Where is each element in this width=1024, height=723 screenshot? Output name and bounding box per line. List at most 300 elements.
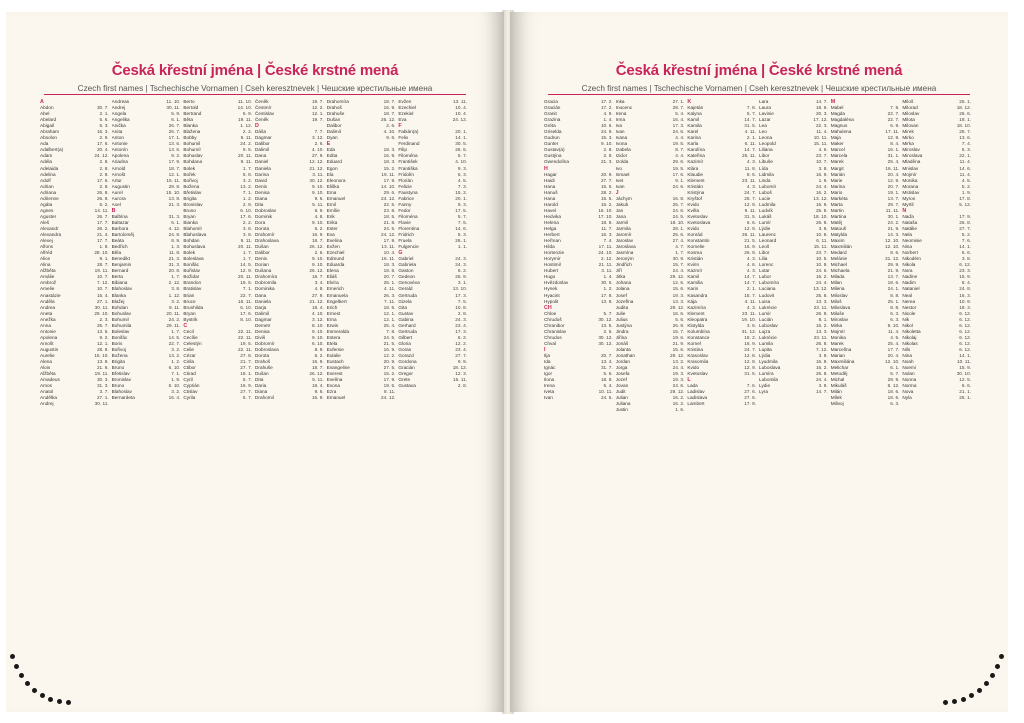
name-label: Bonifác — [183, 262, 199, 268]
name-day-date: 21. 12. — [309, 165, 324, 171]
name-day-date: 10. 4. — [383, 250, 396, 256]
name-label: Dorota — [255, 352, 270, 358]
right-page — [510, 12, 1008, 712]
name-label: Ivana — [615, 135, 628, 141]
name-label: Lydie — [759, 383, 771, 389]
decorative-dot — [961, 697, 966, 702]
name-day-date: 29. 12. — [670, 274, 685, 280]
name-label: Bohdana — [183, 159, 203, 165]
name-day-date: 5. 4. — [675, 111, 685, 117]
name-label: Mirka — [902, 141, 914, 147]
name-day-date: 16. 11. — [381, 256, 396, 262]
name-day-date: 20. 11. — [238, 244, 253, 250]
name-label: Gita — [398, 304, 407, 310]
name-day-date: 17. 9. — [383, 177, 396, 183]
name-label: Gustav — [398, 310, 414, 316]
name-day-date: 26. 5. — [455, 147, 468, 153]
name-day-date: 20. 1. — [455, 195, 468, 201]
name-label: Elena — [326, 268, 339, 274]
name-label: Jitka — [615, 274, 626, 280]
name-day-date: 29. 6. — [672, 159, 685, 165]
name-day-date: 30. 10. — [956, 371, 972, 377]
name-day-date: 3. 2. — [171, 298, 181, 304]
decorative-dot — [969, 693, 974, 698]
name-label: Luboslava — [759, 365, 781, 371]
name-day-date: 15. 10. — [94, 352, 109, 358]
name-day-date: 24. 6. — [815, 268, 828, 274]
name-day-date: 24. 8. — [168, 232, 181, 238]
name-label: Blahoslav — [111, 389, 132, 395]
name-label: Dušan — [255, 244, 269, 250]
name-label: Bruno — [111, 383, 125, 389]
name-label: Gordona — [398, 359, 417, 365]
name-day-date: 11. 10. — [238, 99, 253, 104]
name-day-date: 18. 1. — [240, 371, 253, 377]
names-column — [687, 99, 759, 662]
name-label: Anička — [111, 123, 126, 129]
name-label: Igor — [544, 371, 553, 377]
decorative-dot — [999, 654, 1004, 659]
name-day-date: 21. 9. — [887, 268, 900, 274]
names-column — [616, 99, 688, 662]
name-day-date: 19. 10. — [741, 316, 757, 322]
name-label: Bořivoj — [183, 177, 198, 183]
name-label: Dagmar — [255, 316, 272, 322]
name-label: Amadeus — [40, 377, 60, 383]
name-label: Denisa — [255, 328, 270, 334]
name-day-date: 9. 11. — [240, 238, 253, 244]
name-day-date: 21. 3. — [168, 201, 181, 207]
name-day-date: 4. 8. — [314, 286, 324, 292]
name-label: Eulalie — [326, 352, 341, 358]
name-day-date: 5. 3. — [99, 123, 109, 129]
name-day-date: 15. 11. — [813, 141, 828, 147]
name-day-date: 2. 8. — [603, 147, 613, 153]
name-label: Abigail — [40, 123, 55, 129]
name-day-date: 1. 2. — [171, 359, 181, 365]
name-label: Magdaléna — [830, 117, 854, 123]
name-label: Cecílie — [183, 334, 198, 340]
name-label: Milada — [830, 274, 845, 280]
name-day-date: 17. 9. — [383, 377, 396, 383]
name-label: Alfréd — [40, 250, 53, 256]
name-label: Kvetoslav — [687, 213, 708, 219]
name-day-date: 13. 8. — [96, 359, 109, 365]
name-day-date: 2. 6. — [603, 328, 613, 334]
name-label: Konstance — [687, 334, 710, 340]
name-day-date: 18. 12. — [956, 105, 972, 111]
name-day-date: 19. 7. — [311, 117, 324, 123]
letter-heading: G — [398, 250, 403, 257]
name-label: Karolína — [687, 147, 705, 153]
name-label: Josef — [615, 292, 627, 298]
name-day-date: 26. 12. — [309, 268, 324, 274]
letter-heading: N — [902, 207, 907, 214]
name-day-date: 9. 6. — [314, 389, 324, 395]
name-label: Čeněk — [255, 117, 269, 123]
name-day-date: 27. 1. — [672, 99, 685, 104]
name-label: Ivan — [544, 395, 553, 401]
name-day-date: 17. 7. — [887, 346, 900, 352]
name-day-date: 22. 7. — [887, 111, 900, 117]
name-label: Monika — [830, 334, 846, 340]
name-day-date: 15. 9. — [959, 274, 972, 280]
name-label: Maker — [830, 141, 844, 147]
name-label: Dana — [255, 292, 267, 298]
name-day-date: 15. 10. — [166, 189, 181, 195]
name-day-date: 7. 3. — [457, 183, 468, 189]
name-label: Marina — [830, 183, 846, 189]
name-day-date: 10. 4. — [455, 111, 468, 117]
name-day-date: 26. 7. — [168, 129, 181, 135]
name-day-date: 24. 4. — [815, 377, 828, 383]
name-label: Magnus — [830, 123, 848, 129]
name-label: Marian — [830, 352, 846, 358]
name-label: Absolon — [40, 135, 57, 141]
name-label: Alena — [40, 359, 52, 365]
name-label: Jovan — [615, 383, 629, 389]
corner-dots-decoration — [938, 646, 1008, 706]
name-label: Gregor — [398, 371, 413, 377]
name-label: Gerhard — [398, 322, 416, 328]
name-day-date: 21. 1. — [959, 389, 972, 395]
name-label: Adam — [40, 153, 53, 159]
name-label: Evona — [326, 383, 340, 389]
name-label: Andrej — [111, 105, 126, 111]
name-day-date: 3. 8. — [818, 383, 828, 389]
corner-dots-decoration — [6, 646, 76, 706]
name-label: Bolek — [183, 165, 196, 171]
name-day-date: 9. 5. — [242, 147, 253, 153]
name-day-date: 7. 6. — [961, 238, 972, 244]
name-day-date: 8. 10. — [240, 316, 253, 322]
name-day-date: 17. 11. — [885, 129, 900, 135]
name-label: Maxim — [830, 238, 845, 244]
name-day-date: 1. 9. — [818, 177, 828, 183]
name-label: Anděla — [40, 298, 55, 304]
name-label: Ludovit — [759, 292, 775, 298]
name-day-date: 24. 4. — [815, 183, 828, 189]
name-entry — [831, 401, 900, 407]
name-label: Bertrand — [183, 111, 202, 117]
name-label: Lubor — [759, 274, 772, 280]
name-day-date: 10. 8. — [455, 304, 468, 310]
name-label: Amálie — [40, 274, 55, 280]
name-day-date: 5. 7. — [457, 213, 468, 219]
name-day-date: 21. 3. — [600, 159, 613, 165]
name-day-date: 14. 7. — [744, 147, 757, 153]
name-day-date: 16. 9. — [383, 346, 396, 352]
name-day-date: 16. 9. — [744, 244, 757, 250]
name-day-date: 9. 10. — [311, 219, 324, 225]
name-label: Abelard — [40, 117, 57, 123]
name-label: Ada — [40, 141, 49, 147]
name-label: Dita — [255, 377, 264, 383]
name-day-date: 13. 5. — [600, 322, 613, 328]
name-label: Karla — [687, 141, 699, 147]
name-day-date: 10. 6. — [600, 123, 613, 129]
name-day-date: 28. 1. — [672, 225, 685, 231]
page-subtitle: Czech first names | Tschechische Vornamen | Cseh keresztnevek | Чешские крестильные имена — [581, 84, 937, 93]
name-day-date: 7. 5. — [457, 219, 468, 225]
name-day-date: 6. 12. — [887, 383, 900, 389]
name-label: Kája — [687, 298, 697, 304]
name-day-date: 6. 10. — [311, 340, 324, 346]
name-label: Miroslav — [902, 147, 920, 153]
name-day-date: 31. 1. — [887, 153, 900, 159]
name-label: Bobby — [183, 135, 197, 141]
name-day-date: 3. 8. — [171, 286, 181, 292]
name-label: Dalimil — [255, 310, 270, 316]
name-label: Gwendolína — [544, 159, 570, 165]
name-day-date: 5. 8. — [242, 171, 253, 177]
name-day-date: 20. 8. — [168, 268, 181, 274]
name-day-date: 17. 10. — [598, 213, 613, 219]
name-label: Etela — [326, 340, 338, 346]
name-label: Hynek — [544, 286, 558, 292]
name-day-date: 15. 2. — [383, 165, 396, 171]
name-label: Jindra — [615, 328, 629, 334]
name-label: Dana — [255, 153, 267, 159]
name-label: Kristýna — [687, 189, 705, 195]
name-label: Horymír — [544, 256, 561, 262]
name-label: Adriana — [40, 189, 57, 195]
name-label: Chrudos — [544, 334, 562, 340]
name-day-date: 8. 6. — [890, 250, 900, 256]
name-day-date: 15. 2. — [600, 201, 613, 207]
name-day-date: 2. 8. — [99, 159, 109, 165]
name-label: Jáchym — [615, 195, 632, 201]
name-day-date: 13. 3. — [672, 298, 685, 304]
name-label: Milorad — [902, 105, 918, 111]
name-label: Ludvík — [759, 207, 773, 213]
name-day-date: 23. 7. — [815, 153, 828, 159]
name-label: Medard — [830, 250, 847, 256]
name-day-date: 15. 7. — [672, 328, 685, 334]
name-day-date: 9. 11. — [168, 304, 181, 310]
name-day-date: 19. 5. — [240, 340, 253, 346]
name-day-date: 4. 11. — [744, 298, 757, 304]
name-label: Bernard — [111, 268, 129, 274]
name-day-date: 25. 1. — [383, 280, 396, 286]
name-label: Ariadna — [111, 159, 128, 165]
name-label: Bohuslava — [183, 244, 206, 250]
name-day-date: 6. 3. — [961, 147, 972, 153]
name-label: Bohumil — [183, 141, 201, 147]
name-label: Jarmila — [615, 225, 631, 231]
name-day-date: 16. 8. — [672, 195, 685, 201]
name-day-date: 8. 4. — [961, 280, 972, 286]
name-label: Blažena — [183, 129, 201, 135]
name-day-date: 10. 4. — [455, 105, 468, 111]
name-label: Alfons — [40, 244, 54, 250]
name-label: Eduarda — [326, 262, 345, 268]
name-label: Abraham — [40, 129, 60, 135]
name-label: Neal — [902, 292, 912, 298]
name-label: Lýdia — [759, 352, 771, 358]
name-day-date: 19. 3. — [672, 371, 685, 377]
name-day-date: 17. 9. — [959, 213, 972, 219]
name-label: Jozefína — [615, 298, 634, 304]
name-day-date: 11. 10. — [166, 99, 181, 104]
name-day-date: 14. 6. — [455, 225, 468, 231]
name-label: Leonard — [759, 238, 777, 244]
name-day-date: 24. 2. — [168, 316, 181, 322]
name-day-date: 17. 7. — [96, 219, 109, 225]
name-day-date: 24. 6. — [672, 383, 685, 389]
name-day-date: 26. 8. — [815, 371, 828, 377]
name-label: Goran — [398, 346, 412, 352]
name-day-date: 16. 2. — [672, 395, 685, 401]
name-label: Filip — [398, 147, 407, 153]
name-day-date: 6. 6. — [961, 250, 972, 256]
name-label: Lukáš — [759, 213, 772, 219]
name-day-date: 9. 10. — [311, 262, 324, 268]
name-label: Matouš — [830, 225, 847, 231]
name-label: Irena — [615, 111, 627, 117]
name-day-date: 2. 1. — [99, 111, 109, 117]
name-label: Izabela — [615, 147, 631, 153]
name-label: Gloria — [398, 340, 411, 346]
name-label: Klement — [687, 310, 705, 316]
name-entry — [687, 401, 756, 407]
name-day-date: 7. 11. — [383, 298, 396, 304]
name-day-date: 6. 12. — [959, 322, 972, 328]
name-label: Drahomil — [255, 395, 274, 401]
name-label: Eufemie — [326, 346, 344, 352]
name-label: Baltazar — [111, 219, 129, 225]
name-label: Myrtil — [902, 201, 914, 207]
name-label: Harold — [544, 201, 558, 207]
name-day-date: 2. 6. — [386, 123, 396, 129]
name-label: Miloslav — [902, 111, 920, 117]
name-label: Jan — [615, 207, 624, 213]
name-day-date: 3. 11. — [601, 268, 613, 274]
name-label: Nicole — [902, 310, 916, 316]
name-day-date: 19. 11. — [381, 171, 396, 177]
name-label: Granit — [544, 111, 557, 117]
name-label: Apolenа — [111, 153, 129, 159]
name-label: Ester — [326, 225, 338, 231]
name-label: Anežka — [40, 316, 56, 322]
name-label: Gracián — [544, 105, 561, 111]
name-day-date: 14. 11. — [94, 207, 109, 213]
name-label: Fruela — [398, 238, 412, 244]
name-label: Dušan — [255, 371, 269, 377]
name-day-date: 20. 11. — [238, 274, 253, 280]
name-label: Aguster — [40, 213, 57, 219]
name-label: Eva — [326, 232, 335, 238]
name-day-date: 18. 10. — [670, 219, 685, 225]
name-day-date: 27. 7. — [240, 389, 253, 395]
name-day-date: 2. 2. — [242, 129, 253, 135]
name-label: Ilja — [544, 352, 550, 358]
name-day-date: 5. 2. — [961, 183, 972, 189]
name-label: Morana — [902, 183, 919, 189]
name-label: Genovéva — [398, 280, 420, 286]
name-label: Brigita — [111, 359, 125, 365]
name-label: Miroslav — [830, 316, 849, 322]
name-day-date: 29. 12. — [670, 352, 685, 358]
name-day-date: 18. 3. — [383, 147, 396, 153]
name-day-date: 6. 11. — [816, 238, 828, 244]
name-day-date: 29. 12. — [670, 389, 685, 395]
name-day-date: 16. 4. — [168, 395, 181, 401]
name-label: Lýdie — [759, 225, 771, 231]
name-label: Krasoslav — [687, 352, 708, 358]
name-label: Melichar — [830, 365, 849, 371]
name-day-date: 16. 10. — [598, 207, 613, 213]
name-label: Dobromila — [255, 280, 277, 286]
name-label: Miloslav — [830, 292, 848, 298]
name-label: Karina — [687, 135, 701, 141]
name-day-date: 1. 7. — [171, 328, 181, 334]
name-label: Dalibor — [255, 141, 270, 147]
name-day-date: 27. 9. — [311, 292, 324, 298]
name-day-date: 5. 7. — [890, 371, 900, 377]
names-column — [398, 99, 470, 662]
name-label: Celestýn — [183, 340, 202, 346]
name-day-date: 10. 5. — [815, 256, 828, 262]
name-label: Kleopatra — [687, 316, 708, 322]
name-day-date: 15. 7. — [744, 292, 757, 298]
name-day-date: 17. 2. — [600, 99, 613, 104]
name-label: Blanka — [183, 123, 198, 129]
name-day-date: 9. 1. — [675, 177, 685, 183]
name-label: Nik — [902, 316, 910, 322]
name-day-date: 6. 6. — [746, 219, 757, 225]
name-label: Laurenc — [759, 232, 776, 238]
decorative-dot — [984, 681, 989, 686]
name-label: Jeroným — [615, 256, 634, 262]
name-day-date: 29. 6. — [383, 189, 396, 195]
name-day-date: 5. 7. — [242, 377, 253, 383]
name-label: Gabina — [398, 316, 414, 322]
name-day-date: 4. 6. — [746, 262, 757, 268]
name-day-date: 27. 6. — [744, 389, 757, 395]
name-label: Maxmilián — [830, 244, 852, 250]
name-day-date: 20. 1. — [455, 129, 468, 135]
name-day-date: 13. 6. — [96, 328, 109, 334]
name-label: Noemi — [902, 365, 916, 371]
name-day-date: 13. 3. — [815, 298, 828, 304]
name-day-date: 12. 8. — [744, 352, 757, 358]
name-day-date: 8. 1. — [818, 316, 828, 322]
name-label: Mabel — [830, 105, 844, 111]
decorative-dot — [40, 693, 45, 698]
name-label: Barbora — [111, 225, 129, 231]
name-day-date: 14. 1. — [959, 244, 972, 250]
name-label: Nikodém — [902, 256, 921, 262]
name-day-date: 1. 7. — [242, 250, 253, 256]
name-label: Gustýna — [544, 153, 562, 159]
name-label: Jakub — [615, 201, 629, 207]
name-day-date: 24. 4. — [672, 268, 685, 274]
name-label: Nela — [902, 232, 912, 238]
name-label: Inka — [615, 99, 625, 104]
name-label: Aneta — [40, 310, 53, 316]
name-label: Eduard — [326, 159, 342, 165]
names-column — [255, 99, 327, 662]
decorative-dot — [25, 681, 30, 686]
name-day-date: 12. 12. — [309, 159, 324, 165]
name-day-date: 22. 5. — [383, 201, 396, 207]
name-day-date: 1. 1. — [457, 244, 468, 250]
decorative-dot — [952, 699, 957, 704]
name-label: Jolana — [615, 286, 630, 292]
name-label: Gedeon — [398, 274, 416, 280]
name-label: Miloš — [830, 298, 842, 304]
